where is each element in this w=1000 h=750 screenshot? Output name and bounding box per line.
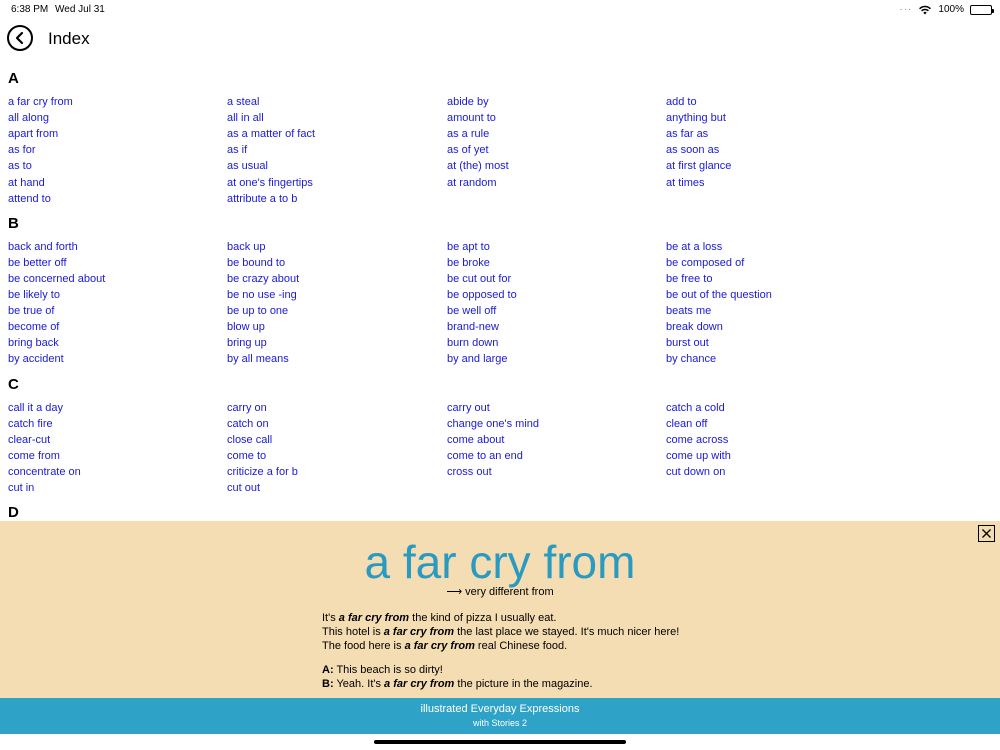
index-term-link[interactable]: be apt to (447, 240, 490, 253)
expression-headword: a far cry from (364, 536, 636, 588)
example-sentences (322, 611, 679, 653)
index-term-link[interactable]: be composed of (666, 256, 745, 269)
index-term-link[interactable]: clean off (666, 417, 708, 430)
index-term-link[interactable]: as if (227, 144, 248, 157)
index-term-link[interactable]: be free to (666, 272, 713, 285)
index-term-link[interactable]: catch on (227, 417, 269, 430)
index-term-link[interactable]: attend to (8, 192, 51, 205)
index-term-link[interactable]: at one's fingertips (227, 176, 313, 189)
index-term-link[interactable]: criticize a for b (227, 465, 298, 478)
index-term-link[interactable]: come about (447, 433, 505, 446)
index-term-link[interactable]: be likely to (8, 289, 60, 301)
index-term-link[interactable]: brand-new (447, 321, 499, 334)
page-title: Index (48, 29, 90, 48)
index-term-link[interactable]: add to (666, 96, 697, 108)
index-term-link[interactable]: as usual (227, 160, 268, 173)
index-term-link[interactable]: blow up (227, 321, 265, 334)
index-term-link[interactable]: as for (8, 144, 36, 157)
index-term-link[interactable]: cut in (8, 482, 35, 494)
example-line (322, 639, 679, 653)
index-term-link[interactable]: apart from (8, 128, 59, 141)
index-term-link[interactable]: be up to one (227, 305, 289, 318)
index-term-link[interactable]: by chance (666, 353, 717, 366)
index-term-link[interactable]: change one's mind (447, 417, 539, 430)
index-term-link[interactable]: burst out (666, 337, 709, 350)
status-date: Wed Jul 31 (55, 4, 105, 15)
status-time: 6:38 PM (11, 4, 49, 15)
wifi-icon (918, 5, 932, 15)
index-term-link[interactable]: as a matter of fact (227, 128, 316, 141)
footer-subtitle: with Stories 2 (472, 718, 528, 728)
expression-detail-panel (0, 521, 1000, 698)
index-term-link[interactable]: become of (8, 321, 60, 334)
line-text: the picture in the magazine. (454, 678, 593, 690)
line-text: The food here is (322, 640, 405, 652)
index-term-link[interactable]: abide by (447, 96, 489, 108)
index-term-link[interactable]: attribute a to b (227, 192, 298, 205)
section-header-a: A (8, 70, 19, 87)
index-term-link[interactable]: be better off (8, 256, 67, 269)
index-term-link[interactable]: as soon as (666, 144, 720, 157)
highlighted-expression: a far cry from (338, 612, 410, 624)
index-term-link[interactable]: bring back (8, 337, 59, 350)
index-term-link[interactable]: be opposed to (447, 289, 517, 301)
index-term-link[interactable]: come to an end (447, 449, 523, 462)
index-term-link[interactable]: at hand (8, 176, 45, 189)
index-term-link[interactable]: come from (8, 449, 60, 462)
nav-bar (0, 24, 1000, 54)
home-indicator[interactable] (374, 740, 626, 744)
highlighted-expression: a far cry from (383, 626, 455, 638)
multitask-dots-icon: ··· (899, 4, 913, 15)
index-term-link[interactable]: clear-cut (8, 433, 51, 446)
index-term-link[interactable]: be broke (447, 256, 490, 269)
index-term-link[interactable]: back up (227, 240, 266, 253)
index-term-link[interactable]: be out of the question (666, 289, 772, 301)
section-header-d: D (8, 504, 19, 522)
index-term-link[interactable]: be at a loss (666, 240, 723, 253)
expression-meaning: ⟶ very different from (446, 586, 554, 598)
index-term-link[interactable]: by and large (447, 353, 508, 366)
index-term-link[interactable]: at random (447, 176, 497, 189)
index-term-link[interactable]: as to (8, 160, 32, 173)
index-term-link[interactable]: come to (227, 449, 267, 462)
section-header-b: B (8, 214, 19, 232)
line-text: It's (322, 612, 339, 624)
index-term-link[interactable]: break down (666, 321, 723, 334)
index-term-link[interactable]: be bound to (227, 256, 286, 269)
index-term-link[interactable]: all in all (227, 112, 264, 125)
index-term-link[interactable]: bring up (227, 337, 267, 350)
battery-icon (970, 5, 992, 15)
index-term-link[interactable]: as of yet (447, 144, 489, 157)
index-term-link[interactable]: catch a cold (666, 401, 725, 414)
speaker-label: A: (322, 664, 334, 676)
index-term-link[interactable]: back and forth (8, 240, 78, 253)
app-footer-banner (0, 698, 1000, 734)
index-term-link[interactable]: be concerned about (8, 272, 106, 285)
line-text: real Chinese food. (474, 640, 568, 652)
index-term-link[interactable]: cut down on (666, 465, 726, 478)
index-term-link[interactable]: at times (666, 176, 705, 189)
index-term-link[interactable]: be crazy about (227, 272, 300, 285)
index-term-link[interactable]: by accident (8, 353, 64, 366)
line-text: the kind of pizza I usually eat. (409, 612, 557, 624)
index-term-link[interactable]: beats me (666, 305, 712, 318)
speaker-label: B: (322, 678, 334, 690)
index-term-link[interactable]: be well off (447, 305, 497, 318)
index-term-link[interactable]: be cut out for (447, 272, 512, 285)
highlighted-expression: a far cry from (384, 678, 455, 690)
footer-title: illustrated Everyday Expressions (420, 703, 580, 715)
example-line (322, 611, 679, 625)
index-term-link[interactable]: at (the) most (447, 160, 509, 173)
index-term-link[interactable]: a far cry from (8, 96, 73, 108)
index-term-link[interactable]: all along (8, 112, 49, 125)
status-right (899, 4, 992, 15)
index-term-link[interactable]: come across (666, 433, 729, 446)
index-term-link[interactable]: concentrate on (8, 465, 81, 478)
example-dialog (322, 663, 593, 691)
index-term-link[interactable]: a steal (227, 96, 260, 108)
index-term-link[interactable]: carry on (227, 401, 267, 414)
index-term-link[interactable]: burn down (447, 337, 499, 350)
dialog-line (322, 677, 593, 691)
index-term-link[interactable]: as far as (666, 128, 709, 141)
index-term-link[interactable]: at first glance (666, 160, 732, 173)
index-term-link[interactable]: be no use -ing (227, 289, 297, 301)
index-term-link[interactable]: be true of (8, 305, 55, 318)
line-text: This beach is so dirty! (333, 664, 443, 676)
line-text: Yeah. It's (333, 678, 385, 690)
back-button[interactable] (7, 25, 33, 51)
index-term-link[interactable]: amount to (447, 112, 496, 125)
index-term-link[interactable]: cut out (227, 482, 261, 494)
index-term-link[interactable]: come up with (666, 449, 731, 462)
chevron-left-icon (14, 31, 26, 45)
index-term-link[interactable]: close call (227, 433, 273, 446)
index-term-link[interactable]: as a rule (447, 128, 490, 141)
status-bar (0, 0, 1000, 20)
line-text: This hotel is (322, 626, 384, 638)
index-term-link[interactable]: anything but (666, 112, 726, 125)
index-term-link[interactable]: cross out (447, 465, 492, 478)
index-term-link[interactable]: carry out (447, 401, 490, 414)
section-header-c: C (8, 375, 19, 393)
line-text: the last place we stayed. It's much nicer here! (454, 626, 680, 638)
dialog-line (322, 663, 593, 677)
index-term-link[interactable]: call it a day (8, 401, 64, 414)
index-term-link[interactable]: by all means (227, 353, 289, 366)
battery-percent: 100% (938, 4, 964, 15)
example-line (322, 625, 679, 639)
highlighted-expression: a far cry from (404, 640, 475, 652)
index-term-link[interactable]: catch fire (8, 417, 53, 430)
